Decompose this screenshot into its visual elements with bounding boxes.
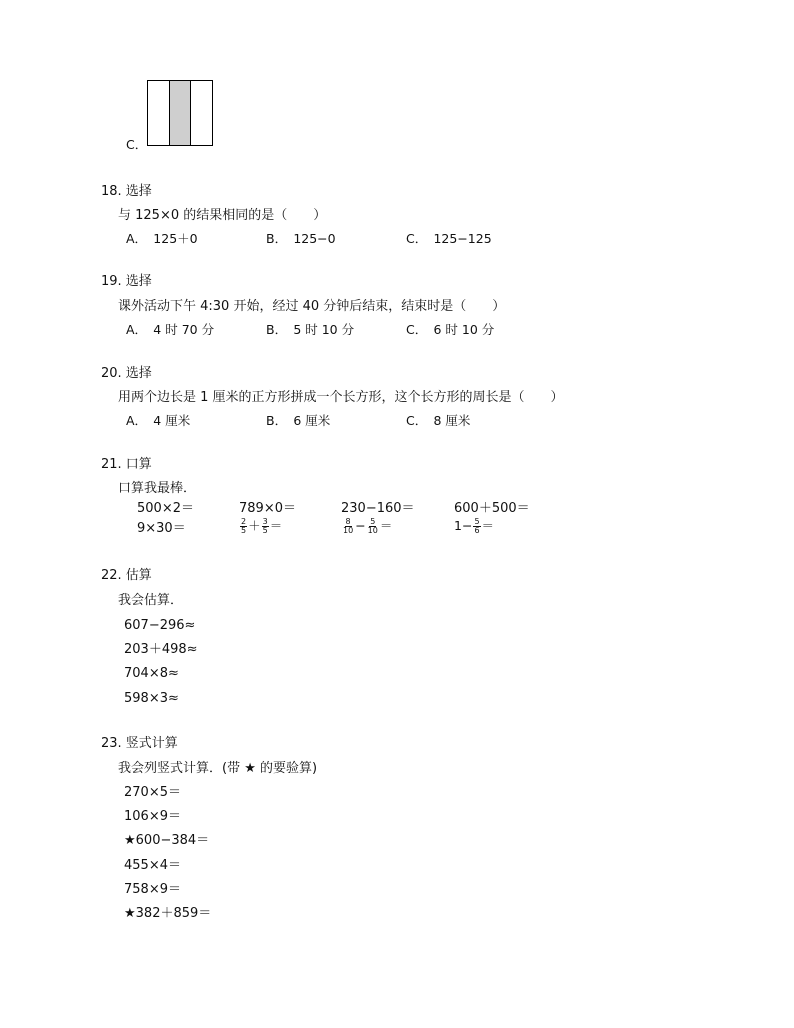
q21-calc-2: 789×0＝ [239, 501, 296, 516]
figure-part-shaded [169, 81, 191, 145]
q20-title: 20. 选择 [101, 366, 152, 381]
fraction: $\frac{3}{5}$ [262, 517, 268, 535]
figure-part-left [148, 81, 169, 145]
q23-item-1: 270×5＝ [124, 785, 181, 800]
q21-calc-7: $\frac{8}{10}$ − $\frac{5}{10}$ ＝ [343, 517, 393, 535]
q18-option-c: C． 125−125 [406, 231, 492, 246]
q21-calc-4: 600＋500＝ [454, 501, 530, 516]
q18-title: 18. 选择 [101, 184, 152, 199]
q23-title: 23. 竖式计算 [101, 736, 178, 751]
q21-stem: 口算我最棒． [118, 481, 197, 496]
q19-title: 19. 选择 [101, 274, 152, 289]
q19-stem: 课外活动下午 4:30 开始，经过 40 分钟后结束，结束时是（ ） [118, 299, 506, 314]
q23-item-2: 106×9＝ [124, 809, 181, 824]
q23-item-6: ★382＋859＝ [124, 906, 212, 921]
q18-option-a: A． 125＋0 [126, 231, 198, 246]
q18-stem: 与 125×0 的结果相同的是（ ） [118, 208, 327, 223]
q23-item-4: 455×4＝ [124, 858, 181, 873]
thirds-rectangle-figure [147, 80, 213, 146]
q23-stem: 我会列竖式计算．(带 ★ 的要验算) [118, 761, 318, 776]
q21-title: 21. 口算 [101, 457, 152, 472]
q20-stem: 用两个边长是 1 厘米的正方形拼成一个长方形，这个长方形的周长是（ ） [118, 390, 564, 405]
q20-option-c: C． 8 厘米 [406, 413, 471, 428]
q21-calc-1: 500×2＝ [137, 501, 194, 516]
q22-item-1: 607−296≈ [124, 618, 196, 633]
q22-item-3: 704×8≈ [124, 666, 179, 681]
q18-option-b: B． 125−0 [266, 231, 336, 246]
q21-calc-5: 9×30＝ [137, 521, 186, 536]
q21-calc-3: 230−160＝ [341, 501, 415, 516]
q17-option-c-label: C． [126, 137, 148, 152]
fraction: $\frac{8}{10}$ [343, 517, 354, 535]
q21-calc-6: $\frac{2}{5}$ ＋ $\frac{3}{5}$ ＝ [241, 517, 283, 535]
q22-item-2: 203＋498≈ [124, 642, 198, 657]
q19-option-a: A． 4 时 70 分 [126, 322, 215, 337]
fraction: $\frac{2}{5}$ [241, 517, 247, 535]
q19-option-c: C． 6 时 10 分 [406, 322, 495, 337]
fraction: $\frac{5}{10}$ [367, 517, 378, 535]
q23-item-3: ★600−384＝ [124, 833, 210, 848]
q21-calc-8: 1− $\frac{5}{6}$ ＝ [454, 517, 495, 535]
q22-item-4: 598×3≈ [124, 691, 179, 706]
q20-option-a: A． 4 厘米 [126, 413, 191, 428]
figure-part-right [190, 81, 212, 145]
q22-title: 22. 估算 [101, 568, 152, 583]
fraction: $\frac{5}{6}$ [474, 517, 480, 535]
q22-stem: 我会估算． [118, 593, 184, 608]
q19-option-b: B． 5 时 10 分 [266, 322, 355, 337]
q23-item-5: 758×9＝ [124, 882, 181, 897]
q20-option-b: B． 6 厘米 [266, 413, 331, 428]
